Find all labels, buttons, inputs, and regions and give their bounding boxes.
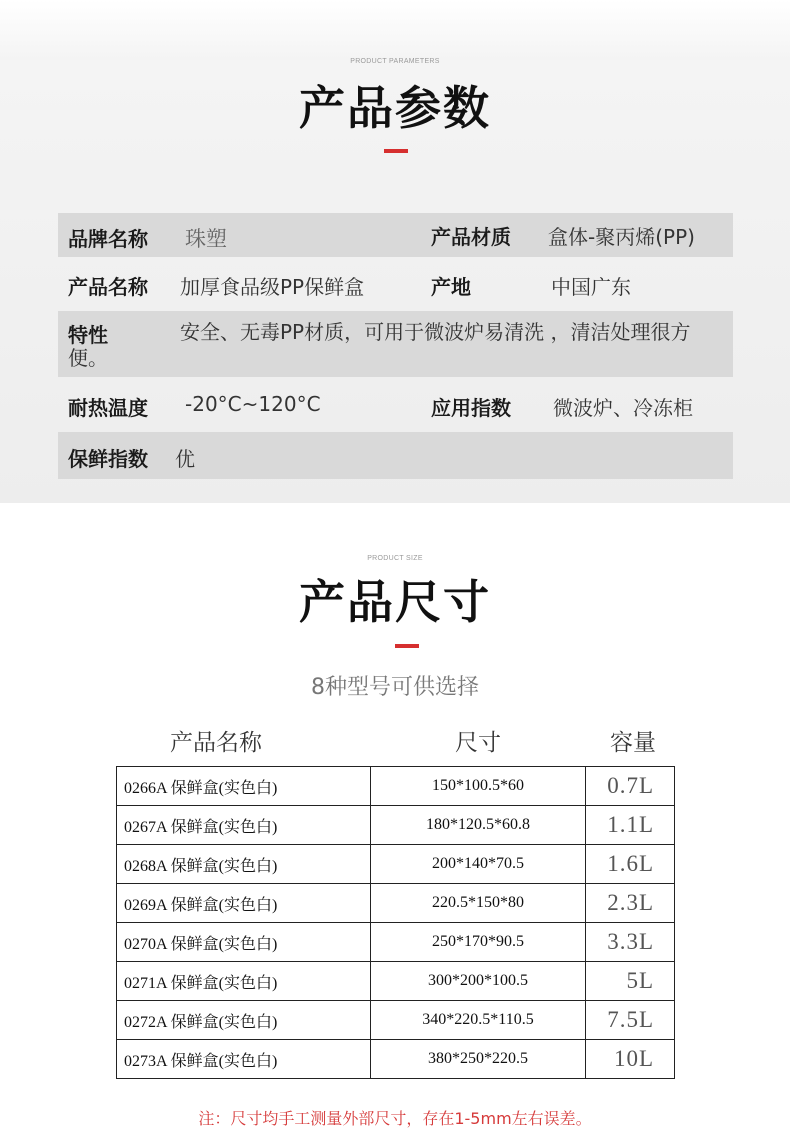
header-capacity: 容量: [610, 730, 656, 756]
cell-name: 0273A 保鲜盒(实色白): [117, 1040, 371, 1079]
param-value-material: 盒体-聚丙烯(PP): [548, 225, 695, 249]
param-label-feature: 特性: [68, 323, 108, 347]
cell-size: 180*120.5*60.8: [371, 806, 586, 845]
params-accent-bar: [384, 149, 408, 153]
size-subtitle: 8种型号可供选择: [311, 675, 479, 700]
table-row: [117, 845, 675, 884]
param-row-name: [58, 261, 733, 305]
cell-capacity: 3.3L: [586, 923, 675, 962]
cell-capacity: 5L: [586, 962, 675, 1001]
size-accent-bar: [395, 644, 419, 648]
param-row-fresh: [58, 432, 733, 479]
cell-capacity: 7.5L: [586, 1001, 675, 1040]
table-row: [117, 962, 675, 1001]
table-row: [117, 884, 675, 923]
cell-size: 220.5*150*80: [371, 884, 586, 923]
size-eyebrow: PRODUCT SIZE: [367, 555, 423, 562]
header-size: 尺寸: [455, 730, 501, 756]
cell-capacity: 10L: [586, 1040, 675, 1079]
cell-capacity: 0.7L: [586, 767, 675, 806]
param-label-heat: 耐热温度: [68, 396, 148, 420]
cell-size: 200*140*70.5: [371, 845, 586, 884]
param-value-name: 加厚食品级PP保鲜盒: [180, 275, 365, 299]
cell-size: 150*100.5*60: [371, 767, 586, 806]
param-label-name: 产品名称: [68, 275, 148, 299]
params-eyebrow: PRODUCT PARAMETERS: [350, 58, 440, 65]
param-value-origin: 中国广东: [551, 275, 631, 299]
table-row: [117, 767, 675, 806]
cell-name: 0270A 保鲜盒(实色白): [117, 923, 371, 962]
cell-name: 0272A 保鲜盒(实色白): [117, 1001, 371, 1040]
cell-size: 380*250*220.5: [371, 1040, 586, 1079]
cell-capacity: 1.6L: [586, 845, 675, 884]
size-title: 产品尺寸: [299, 575, 491, 629]
cell-name: 0271A 保鲜盒(实色白): [117, 962, 371, 1001]
cell-name: 0267A 保鲜盒(实色白): [117, 806, 371, 845]
param-value-fresh: 优: [175, 447, 195, 471]
param-value-feature: 安全、无毒PP材质，可用于微波炉易清洗 ，清洁处理很方便。: [68, 320, 691, 370]
cell-capacity: 2.3L: [586, 884, 675, 923]
cell-capacity: 1.1L: [586, 806, 675, 845]
table-row: [117, 806, 675, 845]
measurement-note: 注：尺寸均手工测量外部尺寸，存在1-5mm左右误差。: [198, 1109, 592, 1128]
cell-size: 250*170*90.5: [371, 923, 586, 962]
header-product-name: 产品名称: [170, 730, 262, 756]
param-value-heat: -20°C~120°C: [185, 392, 321, 416]
param-row-brand: [58, 213, 733, 257]
param-label-origin: 产地: [431, 275, 471, 299]
params-section: [0, 0, 790, 503]
param-value-usage: 微波炉、冷冻柜: [553, 396, 693, 420]
cell-size: 340*220.5*110.5: [371, 1001, 586, 1040]
param-row-heat: [58, 382, 733, 426]
params-title: 产品参数: [299, 81, 491, 135]
param-row-feature: [58, 311, 733, 377]
cell-name: 0268A 保鲜盒(实色白): [117, 845, 371, 884]
table-row: [117, 1001, 675, 1040]
cell-name: 0269A 保鲜盒(实色白): [117, 884, 371, 923]
param-value-brand: 珠塑: [185, 227, 227, 251]
table-row: [117, 923, 675, 962]
size-table: [116, 766, 675, 1079]
param-label-fresh: 保鲜指数: [68, 447, 148, 471]
param-label-brand: 品牌名称: [68, 227, 148, 251]
param-label-usage: 应用指数: [431, 396, 511, 420]
param-label-material: 产品材质: [431, 225, 511, 249]
cell-size: 300*200*100.5: [371, 962, 586, 1001]
cell-name: 0266A 保鲜盒(实色白): [117, 767, 371, 806]
table-row: [117, 1040, 675, 1079]
